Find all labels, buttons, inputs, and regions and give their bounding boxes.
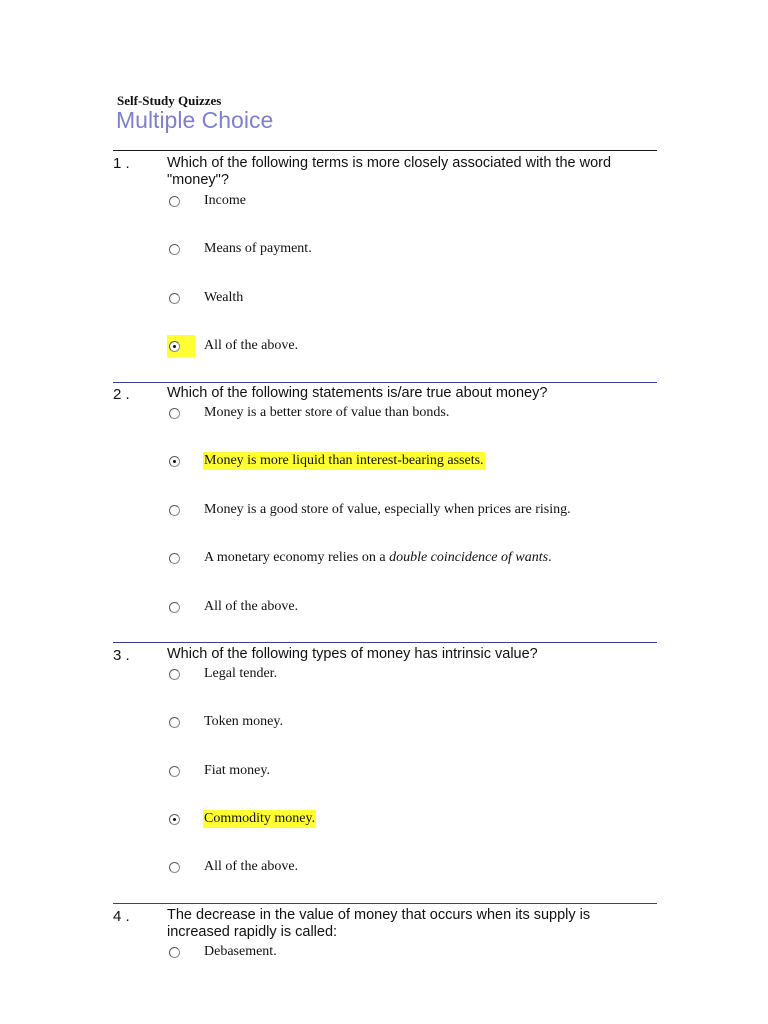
radio-button[interactable] xyxy=(169,669,180,680)
radio-button-selected[interactable] xyxy=(169,456,180,467)
radio-button[interactable] xyxy=(169,553,180,564)
option-label: All of the above. xyxy=(204,338,299,353)
answer-option[interactable] xyxy=(167,596,299,618)
option-label: Debasement. xyxy=(204,944,277,959)
option-label: Legal tender. xyxy=(204,666,278,681)
option-label xyxy=(203,549,553,567)
radio-button[interactable] xyxy=(169,505,180,516)
question-number: 2 . xyxy=(113,386,130,403)
option-label: All of the above. xyxy=(204,859,299,874)
radio-button[interactable] xyxy=(169,947,180,958)
option-label: Fiat money. xyxy=(204,763,270,778)
answer-option-selected[interactable] xyxy=(167,450,485,472)
header-divider xyxy=(113,150,657,151)
question-text: Which of the following terms is more closely associated with the word "money"? xyxy=(167,155,612,188)
option-label: Token money. xyxy=(204,714,283,729)
answer-option-selected[interactable] xyxy=(167,808,316,830)
radio-button[interactable] xyxy=(169,862,180,873)
answer-option[interactable] xyxy=(167,941,278,963)
option-label-prefix: A monetary economy relies on a xyxy=(204,550,390,565)
question-number: 1 . xyxy=(113,155,130,172)
option-label: Money is a good store of value, especially when prices are rising. xyxy=(204,502,571,517)
option-label-emphasis: double coincidence of wants xyxy=(389,550,549,565)
answer-option[interactable] xyxy=(167,547,553,569)
option-label: All of the above. xyxy=(204,599,299,614)
answer-option[interactable] xyxy=(167,760,271,782)
answer-option[interactable] xyxy=(167,287,244,309)
radio-button[interactable] xyxy=(169,244,180,255)
question-text: The decrease in the value of money that occurs when its supply is increased rapidly is called: xyxy=(167,907,591,940)
radio-button-selected[interactable] xyxy=(169,814,180,825)
radio-button[interactable] xyxy=(169,196,180,207)
answer-option[interactable] xyxy=(167,238,313,260)
option-label: Income xyxy=(204,193,246,208)
question-number: 3 . xyxy=(113,647,130,664)
option-label-highlighted: Money is more liquid than interest-bearing assets. xyxy=(204,453,484,468)
answer-option[interactable] xyxy=(167,499,572,521)
question-divider xyxy=(113,903,657,904)
answer-option[interactable] xyxy=(167,711,284,733)
option-label: Wealth xyxy=(204,290,244,305)
answer-option[interactable] xyxy=(167,402,450,424)
answer-option[interactable] xyxy=(167,190,247,212)
radio-button[interactable] xyxy=(169,717,180,728)
question-text: Which of the following types of money has intrinsic value? xyxy=(167,646,538,662)
page-title: Multiple Choice xyxy=(116,107,274,133)
quiz-kicker: Self-Study Quizzes xyxy=(117,93,222,108)
radio-button-selected[interactable] xyxy=(169,341,180,352)
radio-button[interactable] xyxy=(169,408,180,419)
radio-button[interactable] xyxy=(169,293,180,304)
radio-button[interactable] xyxy=(169,766,180,777)
answer-option[interactable] xyxy=(167,856,299,878)
answer-highlight xyxy=(167,335,195,357)
option-label: Money is a better store of value than bonds. xyxy=(204,405,450,420)
option-label: Means of payment. xyxy=(204,241,312,256)
question-number: 4 . xyxy=(113,908,130,925)
option-label-suffix: . xyxy=(548,550,552,565)
answer-option[interactable] xyxy=(167,663,278,685)
answer-option-selected[interactable] xyxy=(167,335,299,357)
option-label-highlighted: Commodity money. xyxy=(204,811,316,826)
question-divider xyxy=(113,642,657,643)
radio-button[interactable] xyxy=(169,602,180,613)
question-text: Which of the following statements is/are true about money? xyxy=(167,385,548,401)
question-divider xyxy=(113,382,657,383)
